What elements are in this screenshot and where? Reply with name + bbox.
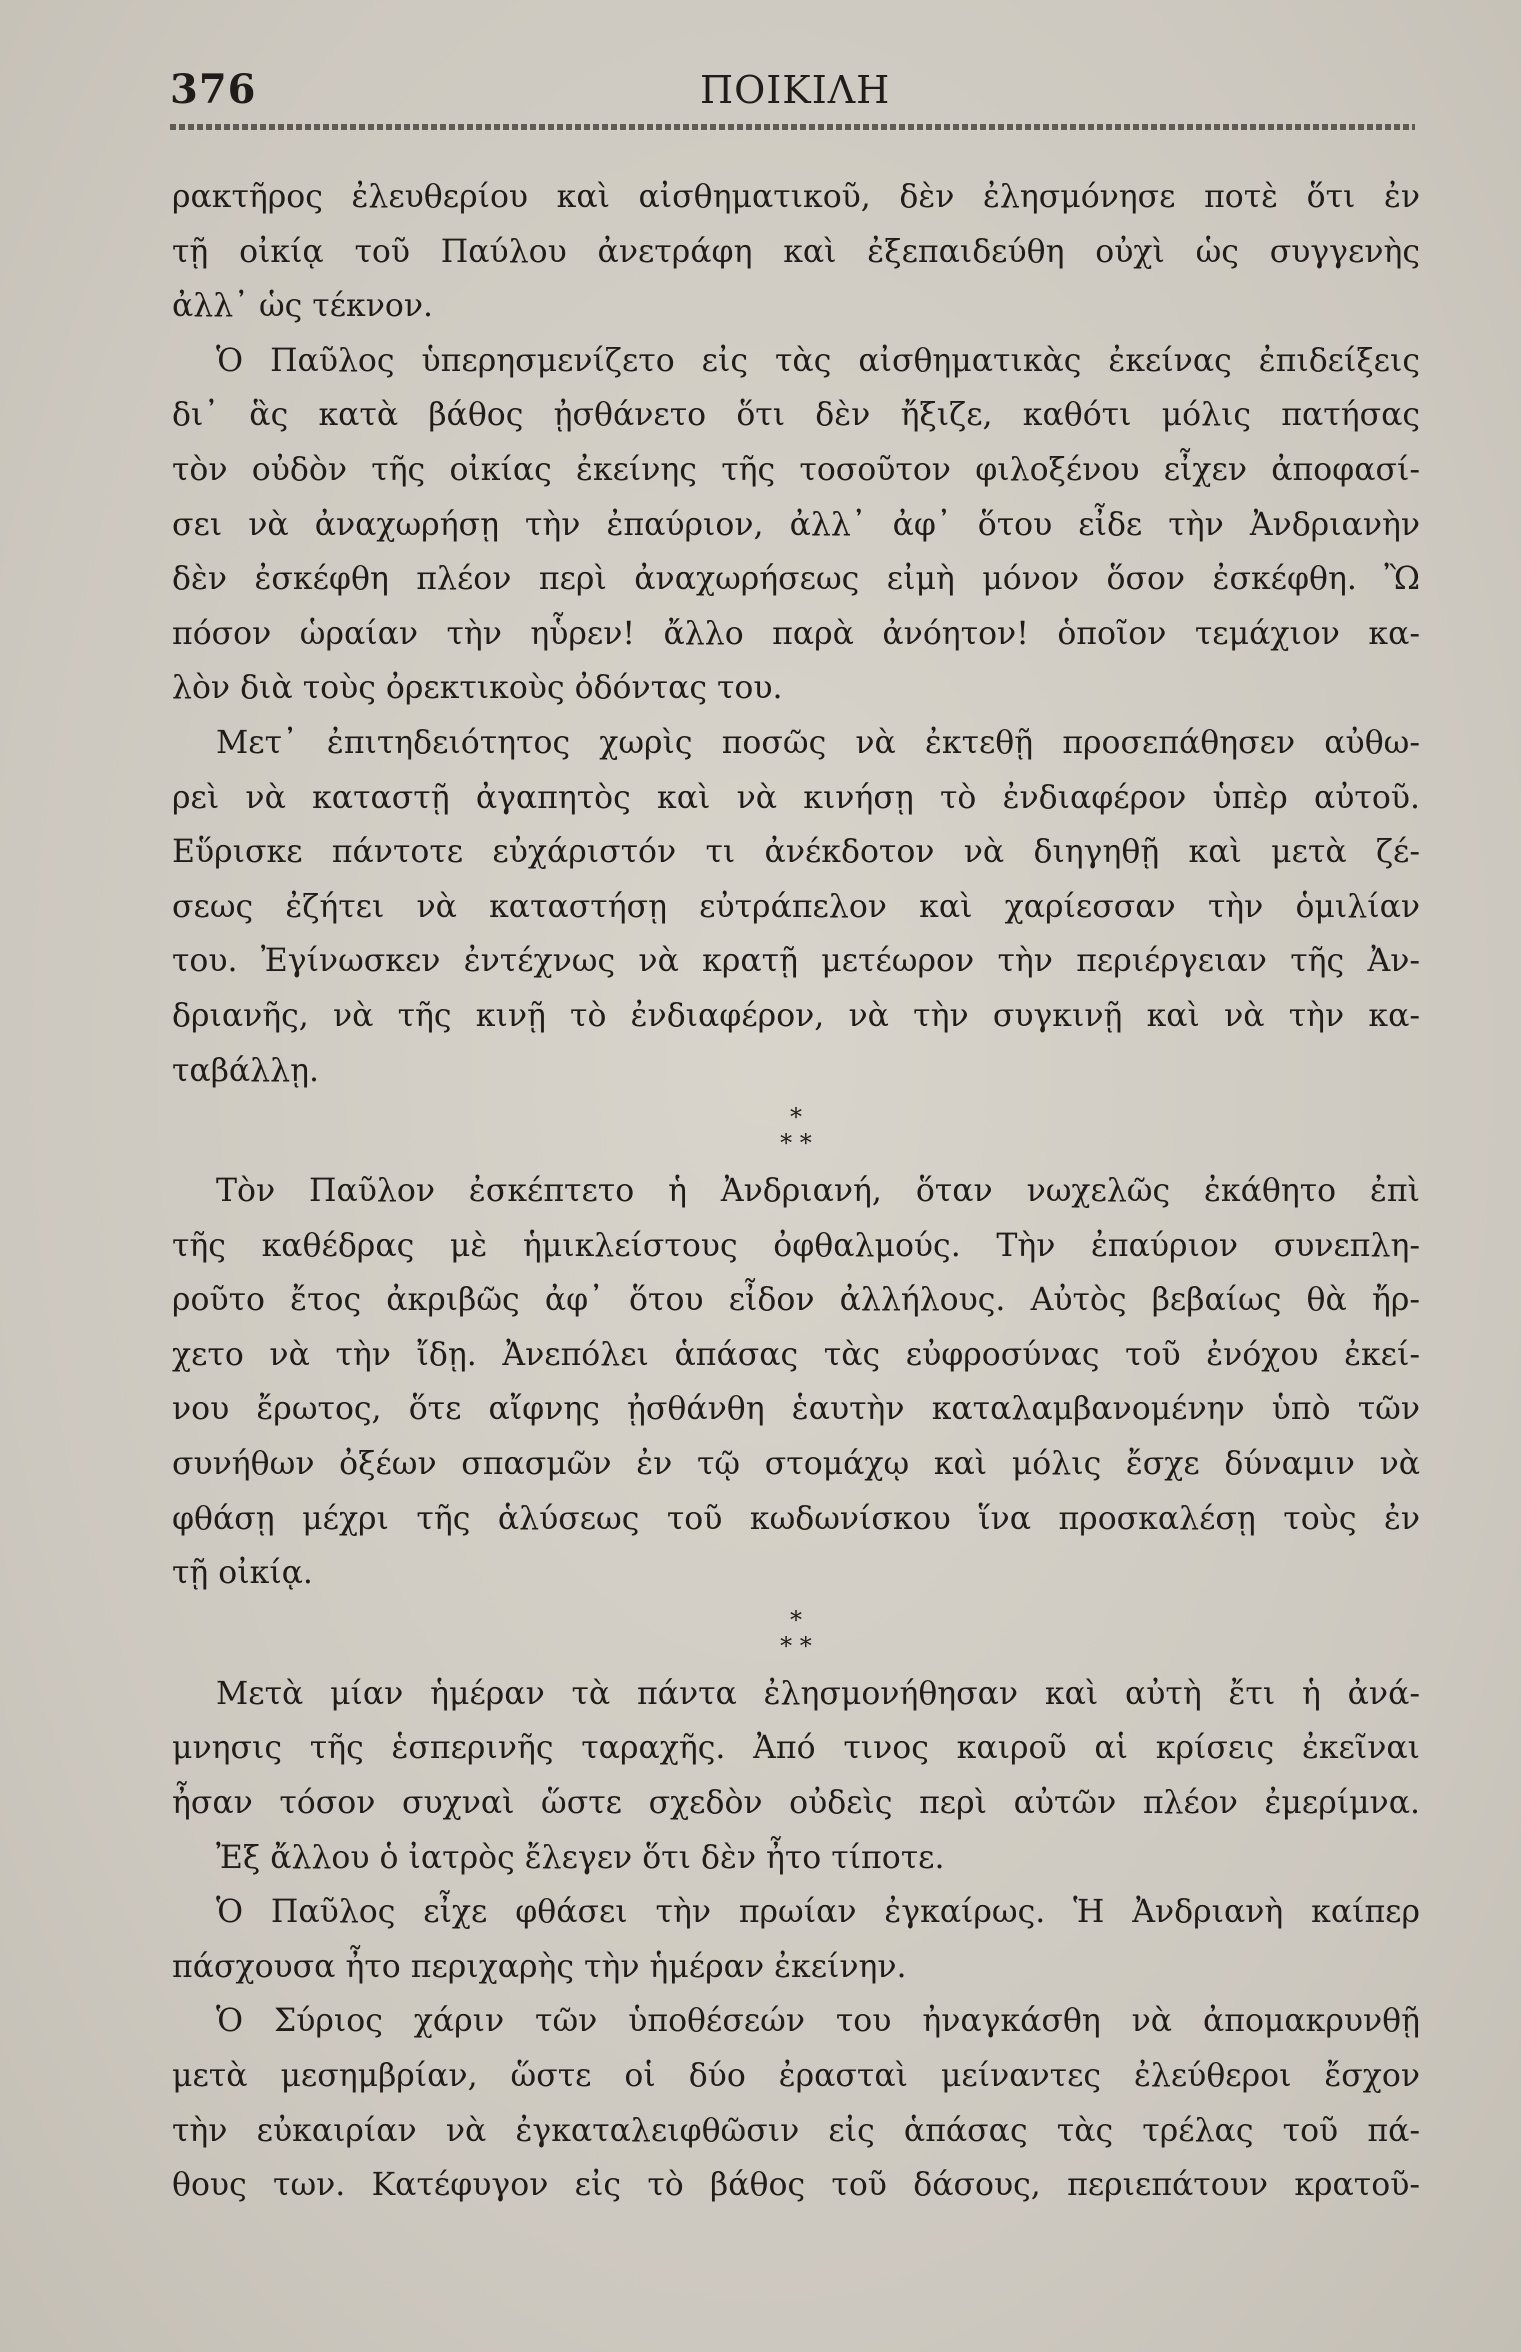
page-number: 376 [170, 66, 257, 113]
text-line: νου ἔρωτος, ὅτε αἴφνης ᾐσθάνθη ἑαυτὴν καταλαμβανομένην ὑπὸ τῶν [172, 1391, 1420, 1428]
text-line: τῇ οἰκίᾳ τοῦ Παύλου ἀνετράφη καὶ ἐξεπαιδεύθη οὐχὶ ὡς συγγενὴς [172, 233, 1420, 270]
text-line: τὸν οὐδὸν τῆς οἰκίας ἐκείνης τῆς τοσοῦτον φιλοξένου εἶχεν ἀποφασί- [172, 451, 1420, 488]
text-line: σει νὰ ἀναχωρήσῃ τὴν ἐπαύριον, ἀλλ᾽ ἀφ᾽ ὅτου εἶδε τὴν Ἀνδριανὴν [172, 506, 1420, 543]
text-line: τῆς καθέδρας μὲ ἡμικλείστους ὀφθαλμούς. Τὴν ἐπαύριον συνεπλη- [172, 1227, 1420, 1264]
body-text [172, 170, 1420, 2213]
text-line: πόσον ὡραίαν τὴν ηὗρεν! ἄλλο παρὰ ἀνόητον! ὁποῖον τεμάχιον κα- [172, 615, 1420, 652]
text-line: σεως ἐζήτει νὰ καταστήσῃ εὐτράπελον καὶ χαρίεσσαν τὴν ὁμιλίαν [172, 888, 1420, 925]
text-line: Ὁ Παῦλος εἶχε φθάσει τὴν πρωίαν ἐγκαίρως. Ἡ Ἀνδριανὴ καίπερ [216, 1894, 1420, 1931]
text-line: πάσχουσα ἦτο περιχαρὴς τὴν ἡμέραν ἐκείνην. [172, 1948, 907, 1985]
section-break-asterism [172, 1098, 1420, 1164]
text-line: χετο νὰ τὴν ἴδῃ. Ἀνεπόλει ἁπάσας τὰς εὐφροσύνας τοῦ ἐνόχου ἐκεί- [172, 1336, 1420, 1373]
asterism-bottom: * * [780, 1129, 812, 1158]
section-break-asterism [172, 1601, 1420, 1667]
text-line: Ὁ Παῦλος ὑπερησμενίζετο εἰς τὰς αἰσθηματικὰς ἐκείνας ἐπιδείξεις [216, 342, 1420, 379]
text-line: ταβάλλῃ. [172, 1052, 319, 1089]
text-line: ρεὶ νὰ καταστῇ ἀγαπητὸς καὶ νὰ κινήσῃ τὸ ἐνδιαφέρον ὑπὲρ αὐτοῦ. [172, 779, 1420, 816]
text-line: Μετὰ μίαν ἡμέραν τὰ πάντα ἐλησμονήθησαν καὶ αὐτὴ ἔτι ἡ ἀνά- [216, 1675, 1420, 1712]
text-line: συνήθων ὀξέων σπασμῶν ἐν τῷ στομάχῳ καὶ μόλις ἔσχε δύναμιν νὰ [172, 1446, 1420, 1483]
text-line: δὲν ἐσκέφθη πλέον περὶ ἀναχωρήσεως εἰμὴ μόνον ὅσον ἐσκέφθη. Ὢ [172, 561, 1420, 598]
text-line: Ἐξ ἄλλου ὁ ἰατρὸς ἔλεγεν ὅτι δὲν ἦτο τίποτε. [216, 1839, 945, 1876]
text-line: τὴν εὐκαιρίαν νὰ ἐγκαταλειφθῶσιν εἰς ἁπάσας τὰς τρέλας τοῦ πά- [172, 2112, 1420, 2149]
running-title: ΠΟΙΚΙΛΗ [700, 68, 891, 112]
text-line: του. Ἐγίνωσκεν ἐντέχνως νὰ κρατῇ μετέωρον τὴν περιέργειαν τῆς Ἀν- [172, 943, 1420, 980]
text-line: θους των. Κατέφυγον εἰς τὸ βάθος τοῦ δάσους, περιεπάτουν κρατοῦ- [172, 2167, 1420, 2204]
text-line: ἦσαν τόσον συχναὶ ὥστε σχεδὸν οὐδεὶς περὶ αὐτῶν πλέον ἐμερίμνα. [172, 1785, 1420, 1822]
text-line: λὸν διὰ τοὺς ὀρεκτικοὺς ὀδόντας του. [172, 670, 783, 707]
text-line: δι᾽ ἃς κατὰ βάθος ᾐσθάνετο ὅτι δὲν ἤξιζε, καθότι μόλις πατήσας [172, 397, 1420, 434]
text-line: Μετ᾽ ἐπιτηδειότητος χωρὶς ποσῶς νὰ ἐκτεθῇ προσεπάθησεν αὐθω- [216, 724, 1420, 761]
text-line: δριανῆς, νὰ τῆς κινῇ τὸ ἐνδιαφέρον, νὰ τὴν συγκινῇ καὶ νὰ τὴν κα- [172, 997, 1420, 1034]
text-line: ροῦτο ἔτος ἀκριβῶς ἀφ᾽ ὅτου εἶδον ἀλλήλους. Αὐτὸς βεβαίως θὰ ἤρ- [172, 1282, 1420, 1319]
text-line: φθάσῃ μέχρι τῆς ἁλύσεως τοῦ κωδωνίσκου ἵνα προσκαλέσῃ τοὺς ἐν [172, 1500, 1420, 1537]
asterism-top: * [790, 1605, 802, 1634]
asterism-top: * [790, 1103, 802, 1132]
text-line: ρακτῆρος ἐλευθερίου καὶ αἰσθηματικοῦ, δὲν ἐλησμόνησε ποτὲ ὅτι ἐν [172, 179, 1420, 215]
text-line: Τὸν Παῦλον ἐσκέπτετο ἡ Ἀνδριανή, ὅταν νωχελῶς ἐκάθητο ἐπὶ [216, 1173, 1420, 1210]
text-line: τῇ οἰκίᾳ. [172, 1555, 313, 1592]
page-header [170, 60, 1420, 130]
text-line: μνησις τῆς ἑσπερινῆς ταραχῆς. Ἀπό τινος καιροῦ αἱ κρίσεις ἐκεῖναι [172, 1730, 1420, 1767]
header-rule [170, 124, 1415, 130]
text-line: ἀλλ᾽ ὡς τέκνον. [172, 288, 434, 325]
text-line: Εὕρισκε πάντοτε εὐχάριστόν τι ἀνέκδοτον νὰ διηγηθῇ καὶ μετὰ ζέ- [172, 834, 1420, 871]
asterism-bottom: * * [780, 1631, 812, 1660]
text-line: Ὁ Σύριος χάριν τῶν ὑποθέσεών του ἠναγκάσθη νὰ ἀπομακρυνθῇ [216, 2003, 1420, 2040]
text-line: μετὰ μεσημβρίαν, ὥστε οἱ δύο ἐρασταὶ μείναντες ἐλεύθεροι ἔσχον [172, 2058, 1420, 2094]
